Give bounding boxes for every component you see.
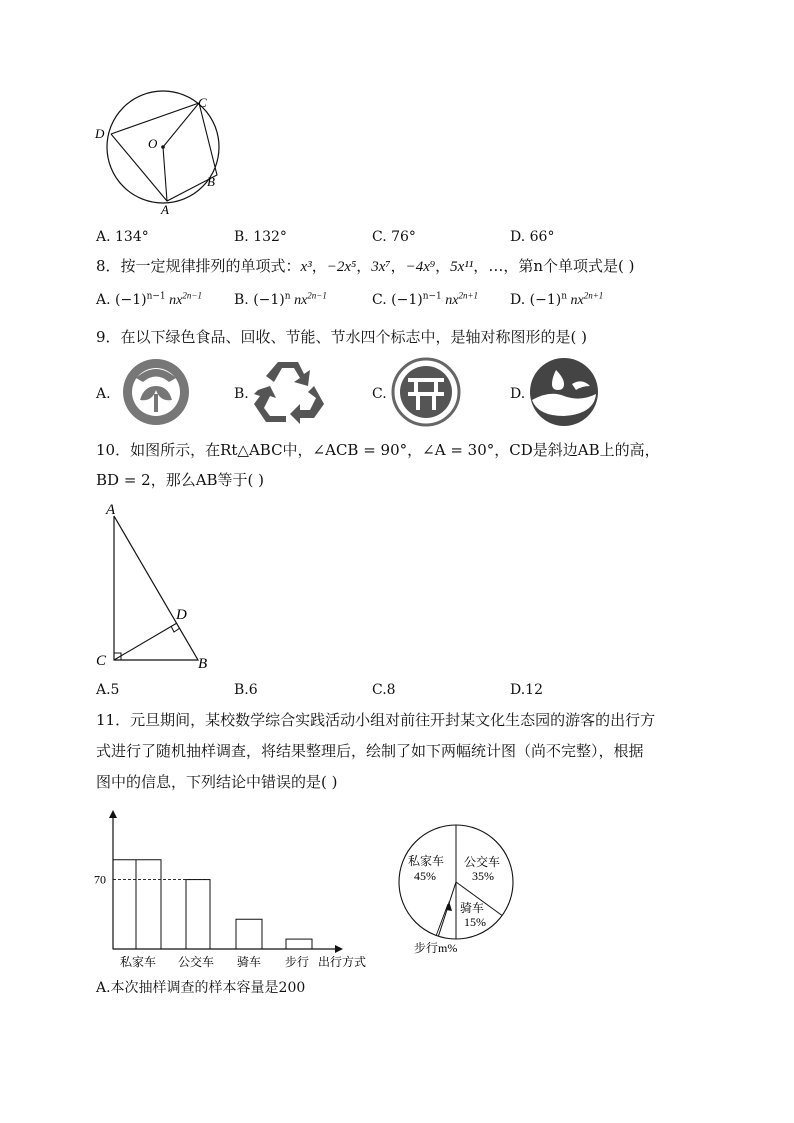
q8-term-2: −2x⁵ [326,259,357,275]
bar [186,880,210,949]
slice-value-label: m% [438,941,458,955]
q8-prefix: 8．按一定规律排列的单项式： [96,257,301,275]
label-d: D [176,607,187,623]
label-c: C [198,95,207,110]
bar [113,860,161,949]
label-b: B [198,656,208,672]
x-tick-label: 私家车 [120,955,157,969]
question-10-line-2: BD = 2，那么AB等于( ) [96,471,265,489]
q8-suffix: ，第n个单项式是( ) [503,257,635,275]
triangle-figure [90,498,220,674]
slice-label: 私家车 [408,854,445,868]
q8-option-c: C. $(-1)^{n-1}$ $nx^{2n+1}$ [372,290,479,308]
bar-chart [90,800,390,972]
q9-option-d-label: D. [510,386,526,402]
slice-label: 公交车 [464,855,501,869]
q8-option-d: D. $(-1)^n$ $nx^{2n+1}$ [510,290,604,308]
slice-value-label: 45% [414,869,436,883]
triangle-abc [114,516,198,660]
q8-term-3: 3x⁷ [371,259,391,275]
x-axis-arrow-icon [335,945,343,953]
question-11-line-1: 11．元旦期间，某校数学综合实践活动小组对前往开封某文化生态园的游客的出行方 [96,711,656,729]
q7-option-a: A. 134° [96,229,149,245]
question-10-line-1: 10．如图所示，在Rt△ABC中，∠ACB = 90°，∠A = 30°，CD是斜边AB上的高， [96,441,660,459]
bar [236,919,262,949]
label-o: O [148,136,158,151]
y-axis-arrow-icon [109,810,117,818]
q9-option-c-label: C. [372,386,387,402]
x-axis-label: 出行方式 [318,955,367,969]
q8-term-5: 5x¹¹ [450,259,474,275]
x-tick-label: 骑车 [237,955,262,969]
bar [286,939,312,949]
circle-figure [90,90,230,220]
q10-option-d: D.12 [510,682,543,698]
q8-term-4: −4x⁹ [405,259,436,275]
pie-chart [396,818,526,958]
quadrilateral [111,103,217,201]
leader-line [436,904,448,936]
water-saving-logo-icon [524,356,604,428]
q10-option-b: B.6 [234,682,258,698]
label-a: A [106,502,116,518]
q11-option-a: A.本次抽样调查的样本容量是200 [96,980,306,996]
radius-oa [163,147,167,201]
altitude-cd [114,623,177,660]
q8-term-1: x³ [300,259,312,275]
recycle-logo-icon [250,356,330,426]
x-tick-label: 步行 [285,955,310,969]
label-a: A [161,202,169,217]
q10-option-c: C.8 [372,682,396,698]
q7-option-b: B. 132° [234,229,287,245]
label-d: D [95,126,105,141]
q8-option-b: B. $(-1)^n$ $nx^{2n-1}$ [234,290,327,308]
slice-label: 骑车 [460,901,485,915]
q9-option-a-label: A. [96,386,111,402]
slice-value-label: 35% [472,869,494,883]
q10-option-a: A.5 [96,682,120,698]
label-b: B [207,174,215,189]
y-tick-label: 70 [94,872,106,887]
question-11-line-2: 式进行了随机抽样调查，将结果整理后，绘制了如下两幅统计图（尚不完整），根据 [96,742,644,760]
question-11-line-3: 图中的信息，下列结论中错误的是( ) [96,773,338,791]
question-8: 8．按一定规律排列的单项式：x³，−2x⁵，3x⁷，−4x⁹，5x¹¹，…，第n个单项式是( ) [96,257,635,275]
q7-option-c: C. 76° [372,229,416,245]
q8-ellipsis: … [488,257,504,275]
x-tick-label: 公交车 [178,955,215,969]
q8-option-a: A. $(-1)^{n-1}$ $nx^{2n-1}$ [96,290,202,308]
green-food-logo-icon [114,356,198,426]
energy-saving-logo-icon [386,356,466,428]
q9-option-b-label: B. [234,386,249,402]
label-c: C [96,653,107,669]
center-point [161,145,165,149]
q7-option-d: D. 66° [510,229,555,245]
slice-value-label: 15% [464,915,486,929]
question-9: 9．在以下绿色食品、回收、节能、节水四个标志中，是轴对称图形的是( ) [96,328,588,346]
slice-label: 步行 [414,941,439,955]
